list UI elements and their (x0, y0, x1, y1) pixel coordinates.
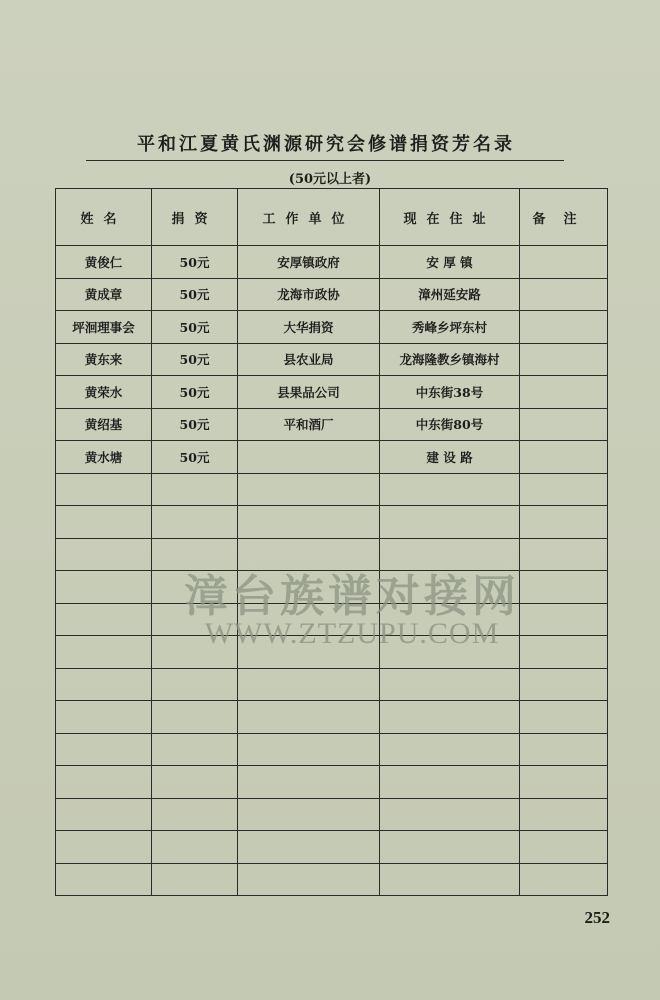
table-row (56, 701, 608, 734)
cell-address: 龙海隆教乡镇海村 (380, 343, 520, 376)
cell-donation: 50元 (152, 376, 238, 409)
cell-name (56, 766, 152, 799)
cell-donation: 50元 (152, 441, 238, 474)
table-row (56, 311, 608, 344)
cell-workplace: 大华捐资 (238, 311, 380, 344)
header-address: 现在住址 (380, 189, 520, 246)
cell-name (56, 506, 152, 539)
cell-donation: 50元 (152, 343, 238, 376)
cell-notes (520, 701, 608, 734)
table-row (56, 376, 608, 409)
cell-donation (152, 701, 238, 734)
cell-address (380, 831, 520, 864)
table-row (56, 831, 608, 864)
cell-name (56, 733, 152, 766)
cell-workplace: 县果品公司 (238, 376, 380, 409)
cell-address: 安 厚 镇 (380, 246, 520, 279)
table-header-row (56, 189, 608, 246)
cell-name (56, 863, 152, 896)
table-row (56, 733, 608, 766)
cell-name (56, 538, 152, 571)
cell-workplace: 龙海市政协 (238, 278, 380, 311)
cell-address (380, 506, 520, 539)
header-donation: 捐资 (152, 189, 238, 246)
cell-notes (520, 636, 608, 669)
cell-notes (520, 506, 608, 539)
cell-name (56, 668, 152, 701)
cell-workplace: 安厚镇政府 (238, 246, 380, 279)
cell-notes (520, 538, 608, 571)
table-row (56, 506, 608, 539)
page-title: 平和江夏黄氏渊源研究会修谱捐资芳名录 (137, 134, 515, 155)
watermark-text: 漳台族谱对接网 (184, 571, 520, 622)
cell-address (380, 473, 520, 506)
cell-notes (520, 831, 608, 864)
cell-notes (520, 603, 608, 636)
cell-address (380, 668, 520, 701)
cell-donation (152, 798, 238, 831)
cell-donation: 50元 (152, 408, 238, 441)
cell-notes (520, 246, 608, 279)
title-underline (86, 160, 564, 161)
cell-workplace (238, 798, 380, 831)
cell-workplace (238, 506, 380, 539)
cell-address: 秀峰乡坪东村 (380, 311, 520, 344)
cell-donation (152, 733, 238, 766)
page-subtitle: (50元以上者) (288, 172, 372, 187)
cell-donation (152, 473, 238, 506)
cell-notes (520, 473, 608, 506)
cell-name: 黄俊仁 (56, 246, 152, 279)
table-row (56, 473, 608, 506)
cell-name: 黄东来 (56, 343, 152, 376)
cell-notes (520, 571, 608, 604)
cell-workplace (238, 668, 380, 701)
table-row (56, 408, 608, 441)
header-name: 姓名 (56, 189, 152, 246)
cell-donation (152, 506, 238, 539)
cell-notes (520, 376, 608, 409)
cell-workplace (238, 701, 380, 734)
cell-notes (520, 798, 608, 831)
header-workplace: 工作单位 (238, 189, 380, 246)
donor-table (55, 188, 608, 896)
cell-name: 黄水塘 (56, 441, 152, 474)
cell-donation: 50元 (152, 311, 238, 344)
cell-address (380, 701, 520, 734)
cell-name: 黄成章 (56, 278, 152, 311)
cell-workplace (238, 473, 380, 506)
table-row (56, 441, 608, 474)
table-row (56, 246, 608, 279)
cell-address: 中东街80号 (380, 408, 520, 441)
cell-address (380, 733, 520, 766)
cell-workplace (238, 766, 380, 799)
cell-workplace (238, 831, 380, 864)
cell-donation (152, 831, 238, 864)
cell-notes (520, 343, 608, 376)
cell-name (56, 603, 152, 636)
cell-workplace: 平和酒厂 (238, 408, 380, 441)
cell-notes (520, 408, 608, 441)
cell-notes (520, 733, 608, 766)
cell-notes (520, 668, 608, 701)
cell-workplace: 县农业局 (238, 343, 380, 376)
cell-name: 黄荣水 (56, 376, 152, 409)
cell-address: 中东街38号 (380, 376, 520, 409)
cell-name (56, 473, 152, 506)
watermark-url: WWW.ZTZUPU.COM (204, 617, 500, 650)
table-row (56, 278, 608, 311)
cell-notes (520, 766, 608, 799)
cell-donation (152, 668, 238, 701)
page-number: 252 (584, 908, 610, 927)
table-row (56, 766, 608, 799)
cell-name (56, 701, 152, 734)
cell-notes (520, 863, 608, 896)
table-row (56, 343, 608, 376)
cell-address (380, 863, 520, 896)
cell-address: 漳州延安路 (380, 278, 520, 311)
cell-name (56, 636, 152, 669)
cell-donation: 50元 (152, 246, 238, 279)
cell-address: 建 设 路 (380, 441, 520, 474)
table-row (56, 863, 608, 896)
cell-name: 黄绍基 (56, 408, 152, 441)
cell-name (56, 798, 152, 831)
cell-donation (152, 766, 238, 799)
cell-name: 坪洄理事会 (56, 311, 152, 344)
cell-address (380, 766, 520, 799)
header-notes: 备注 (520, 189, 608, 246)
cell-workplace (238, 441, 380, 474)
cell-name (56, 831, 152, 864)
cell-donation: 50元 (152, 278, 238, 311)
cell-notes (520, 441, 608, 474)
cell-workplace (238, 733, 380, 766)
cell-notes (520, 311, 608, 344)
table-row (56, 798, 608, 831)
cell-donation (152, 863, 238, 896)
cell-notes (520, 278, 608, 311)
cell-address (380, 798, 520, 831)
cell-name (56, 571, 152, 604)
cell-workplace (238, 863, 380, 896)
table-row (56, 668, 608, 701)
